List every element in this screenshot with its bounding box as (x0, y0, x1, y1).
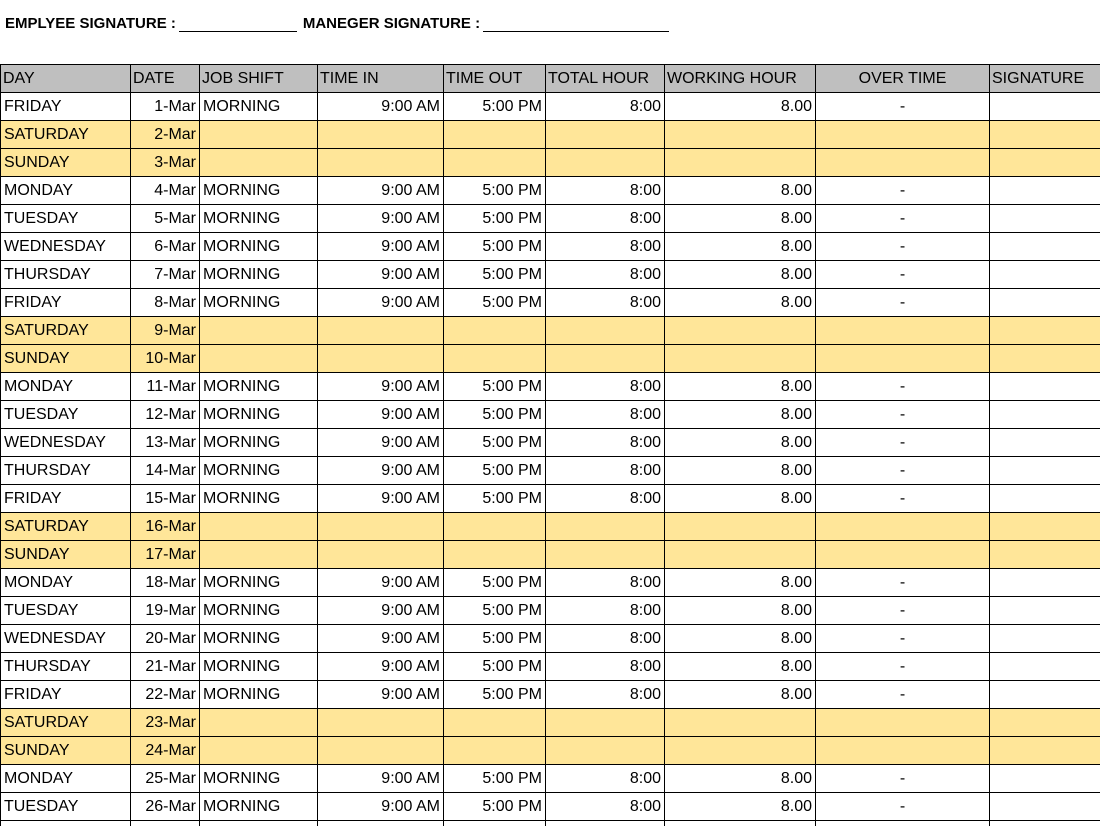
cell-total-hour[interactable]: 8:00 (546, 93, 665, 121)
cell-time-in[interactable]: 9:00 AM (318, 485, 444, 513)
cell-over-time[interactable]: - (816, 625, 990, 653)
cell-day[interactable]: WEDNESDAY (1, 233, 131, 261)
table-row (1, 709, 1100, 737)
cell-day[interactable]: WEDNESDAY (1, 625, 131, 653)
cell-over-time[interactable] (816, 709, 990, 737)
cell-partial (318, 821, 444, 826)
header-row (1, 65, 1100, 93)
cell-total-hour[interactable]: 8:00 (546, 457, 665, 485)
cell-time-out[interactable] (444, 317, 546, 345)
cell-job-shift[interactable] (200, 541, 318, 569)
cell-date[interactable]: 22-Mar (131, 681, 200, 709)
cell-over-time[interactable] (816, 541, 990, 569)
cell-time-out[interactable]: 5:00 PM (444, 457, 546, 485)
cell-date[interactable]: 6-Mar (131, 233, 200, 261)
cell-over-time[interactable]: - (816, 681, 990, 709)
cell-working-hour[interactable] (665, 121, 816, 149)
cell-working-hour[interactable]: 8.00 (665, 429, 816, 457)
cell-time-in[interactable]: 9:00 AM (318, 765, 444, 793)
cell-date[interactable]: 20-Mar (131, 625, 200, 653)
cell-day[interactable]: FRIDAY (1, 93, 131, 121)
cell-over-time[interactable]: - (816, 793, 990, 821)
cell-job-shift[interactable]: MORNING (200, 457, 318, 485)
timesheet-body (1, 93, 1100, 826)
cell-working-hour[interactable] (665, 149, 816, 177)
cell-time-in[interactable]: 9:00 AM (318, 793, 444, 821)
cell-job-shift[interactable]: MORNING (200, 793, 318, 821)
cell-time-in[interactable]: 9:00 AM (318, 261, 444, 289)
cell-total-hour[interactable]: 8:00 (546, 401, 665, 429)
cell-signature[interactable] (990, 765, 1100, 793)
cell-signature[interactable] (990, 401, 1100, 429)
cell-total-hour[interactable] (546, 317, 665, 345)
cell-working-hour[interactable]: 8.00 (665, 597, 816, 625)
manager-signature-label: MANEGER SIGNATURE : (302, 14, 481, 32)
column-header-day[interactable]: DAY (1, 65, 131, 93)
column-header-total-hour[interactable]: TOTAL HOUR (546, 65, 665, 93)
cell-total-hour[interactable] (546, 149, 665, 177)
cell-time-in[interactable]: 9:00 AM (318, 93, 444, 121)
cell-working-hour[interactable]: 8.00 (665, 485, 816, 513)
column-header-over-time[interactable]: OVER TIME (816, 65, 990, 93)
cell-time-out[interactable]: 5:00 PM (444, 373, 546, 401)
cell-signature[interactable] (990, 737, 1100, 765)
cell-signature[interactable] (990, 261, 1100, 289)
cell-day[interactable]: SATURDAY (1, 317, 131, 345)
cell-working-hour[interactable]: 8.00 (665, 765, 816, 793)
cell-over-time[interactable]: - (816, 93, 990, 121)
cell-day[interactable]: SUNDAY (1, 149, 131, 177)
cell-time-in[interactable]: 9:00 AM (318, 429, 444, 457)
cell-working-hour[interactable] (665, 513, 816, 541)
cell-total-hour[interactable] (546, 345, 665, 373)
cell-total-hour[interactable] (546, 737, 665, 765)
cell-time-out[interactable] (444, 709, 546, 737)
table-row (1, 233, 1100, 261)
cell-day[interactable]: THURSDAY (1, 261, 131, 289)
signature-bar (5, 12, 669, 34)
cell-job-shift[interactable]: MORNING (200, 401, 318, 429)
cell-total-hour[interactable]: 8:00 (546, 429, 665, 457)
column-header-date[interactable]: DATE (131, 65, 200, 93)
cell-working-hour[interactable]: 8.00 (665, 569, 816, 597)
cell-job-shift[interactable] (200, 513, 318, 541)
table-row (1, 149, 1100, 177)
cell-over-time[interactable]: - (816, 429, 990, 457)
cell-time-out[interactable]: 5:00 PM (444, 625, 546, 653)
cell-day[interactable]: SATURDAY (1, 513, 131, 541)
cell-over-time[interactable] (816, 513, 990, 541)
cell-job-shift[interactable]: MORNING (200, 233, 318, 261)
cell-partial (1, 821, 131, 826)
cell-time-out[interactable]: 5:00 PM (444, 401, 546, 429)
cell-working-hour[interactable] (665, 709, 816, 737)
cell-time-in[interactable]: 9:00 AM (318, 177, 444, 205)
table-row (1, 317, 1100, 345)
cell-date[interactable]: 15-Mar (131, 485, 200, 513)
cell-time-in[interactable]: 9:00 AM (318, 233, 444, 261)
cell-day[interactable]: TUESDAY (1, 401, 131, 429)
cell-signature[interactable] (990, 513, 1100, 541)
table-row (1, 93, 1100, 121)
table-row (1, 373, 1100, 401)
cell-job-shift[interactable] (200, 709, 318, 737)
cell-partial (665, 821, 816, 826)
cell-time-in[interactable] (318, 121, 444, 149)
cell-over-time[interactable] (816, 737, 990, 765)
cell-total-hour[interactable]: 8:00 (546, 653, 665, 681)
table-row (1, 541, 1100, 569)
cell-date[interactable]: 8-Mar (131, 289, 200, 317)
cell-job-shift[interactable]: MORNING (200, 205, 318, 233)
cell-signature[interactable] (990, 429, 1100, 457)
cell-signature[interactable] (990, 345, 1100, 373)
cell-signature[interactable] (990, 233, 1100, 261)
cell-time-out[interactable] (444, 149, 546, 177)
table-row (1, 401, 1100, 429)
cell-time-in[interactable] (318, 709, 444, 737)
cell-total-hour[interactable]: 8:00 (546, 261, 665, 289)
table-row (1, 429, 1100, 457)
cell-signature[interactable] (990, 625, 1100, 653)
cell-total-hour[interactable]: 8:00 (546, 765, 665, 793)
cell-job-shift[interactable]: MORNING (200, 597, 318, 625)
cell-working-hour[interactable]: 8.00 (665, 457, 816, 485)
cell-over-time[interactable]: - (816, 233, 990, 261)
cell-time-out[interactable]: 5:00 PM (444, 653, 546, 681)
cell-signature[interactable] (990, 121, 1100, 149)
cell-time-out[interactable]: 5:00 PM (444, 569, 546, 597)
column-header-time-out[interactable]: TIME OUT (444, 65, 546, 93)
cell-date[interactable]: 18-Mar (131, 569, 200, 597)
cell-signature[interactable] (990, 289, 1100, 317)
cell-time-in[interactable]: 9:00 AM (318, 205, 444, 233)
cell-date[interactable]: 12-Mar (131, 401, 200, 429)
cell-time-out[interactable]: 5:00 PM (444, 93, 546, 121)
cell-partial (444, 821, 546, 826)
table-row (1, 457, 1100, 485)
cell-day[interactable]: TUESDAY (1, 597, 131, 625)
cell-working-hour[interactable]: 8.00 (665, 625, 816, 653)
cell-date[interactable]: 2-Mar (131, 121, 200, 149)
cell-signature[interactable] (990, 177, 1100, 205)
cell-signature[interactable] (990, 485, 1100, 513)
cell-signature[interactable] (990, 205, 1100, 233)
table-row-partial (1, 821, 1100, 826)
column-header-time-in[interactable]: TIME IN (318, 65, 444, 93)
cell-over-time[interactable]: - (816, 373, 990, 401)
cell-total-hour[interactable]: 8:00 (546, 793, 665, 821)
cell-working-hour[interactable]: 8.00 (665, 233, 816, 261)
cell-over-time[interactable] (816, 121, 990, 149)
cell-signature[interactable] (990, 681, 1100, 709)
cell-working-hour[interactable]: 8.00 (665, 401, 816, 429)
table-row (1, 653, 1100, 681)
cell-date[interactable]: 17-Mar (131, 541, 200, 569)
cell-time-out[interactable]: 5:00 PM (444, 765, 546, 793)
table-row (1, 765, 1100, 793)
table-row (1, 569, 1100, 597)
cell-total-hour[interactable]: 8:00 (546, 289, 665, 317)
cell-job-shift[interactable]: MORNING (200, 429, 318, 457)
cell-time-out[interactable]: 5:00 PM (444, 485, 546, 513)
cell-working-hour[interactable]: 8.00 (665, 289, 816, 317)
cell-time-in[interactable] (318, 345, 444, 373)
table-row (1, 289, 1100, 317)
cell-partial (200, 821, 318, 826)
column-header-job-shift[interactable]: JOB SHIFT (200, 65, 318, 93)
cell-signature[interactable] (990, 597, 1100, 625)
table-row (1, 625, 1100, 653)
table-row (1, 793, 1100, 821)
cell-time-out[interactable]: 5:00 PM (444, 205, 546, 233)
cell-total-hour[interactable]: 8:00 (546, 177, 665, 205)
cell-date[interactable]: 5-Mar (131, 205, 200, 233)
cell-partial (546, 821, 665, 826)
cell-job-shift[interactable] (200, 737, 318, 765)
cell-date[interactable]: 3-Mar (131, 149, 200, 177)
cell-over-time[interactable]: - (816, 765, 990, 793)
cell-date[interactable]: 24-Mar (131, 737, 200, 765)
cell-over-time[interactable] (816, 149, 990, 177)
cell-over-time[interactable]: - (816, 289, 990, 317)
cell-day[interactable]: THURSDAY (1, 457, 131, 485)
cell-time-in[interactable]: 9:00 AM (318, 373, 444, 401)
cell-over-time[interactable]: - (816, 205, 990, 233)
cell-job-shift[interactable]: MORNING (200, 289, 318, 317)
cell-total-hour[interactable] (546, 709, 665, 737)
cell-working-hour[interactable]: 8.00 (665, 681, 816, 709)
cell-over-time[interactable]: - (816, 569, 990, 597)
cell-date[interactable]: 19-Mar (131, 597, 200, 625)
cell-signature[interactable] (990, 457, 1100, 485)
cell-time-in[interactable]: 9:00 AM (318, 681, 444, 709)
cell-working-hour[interactable]: 8.00 (665, 177, 816, 205)
cell-day[interactable]: FRIDAY (1, 681, 131, 709)
cell-time-out[interactable]: 5:00 PM (444, 681, 546, 709)
cell-job-shift[interactable]: MORNING (200, 373, 318, 401)
cell-date[interactable]: 11-Mar (131, 373, 200, 401)
cell-total-hour[interactable]: 8:00 (546, 569, 665, 597)
cell-total-hour[interactable] (546, 513, 665, 541)
cell-day[interactable]: TUESDAY (1, 793, 131, 821)
cell-partial (990, 821, 1100, 826)
cell-signature[interactable] (990, 793, 1100, 821)
cell-time-out[interactable]: 5:00 PM (444, 177, 546, 205)
cell-job-shift[interactable]: MORNING (200, 93, 318, 121)
cell-time-out[interactable]: 5:00 PM (444, 261, 546, 289)
cell-job-shift[interactable] (200, 317, 318, 345)
cell-working-hour[interactable] (665, 317, 816, 345)
cell-day[interactable]: WEDNESDAY (1, 429, 131, 457)
cell-job-shift[interactable]: MORNING (200, 681, 318, 709)
cell-time-out[interactable] (444, 345, 546, 373)
cell-time-in[interactable] (318, 149, 444, 177)
cell-time-in[interactable]: 9:00 AM (318, 597, 444, 625)
cell-time-in[interactable]: 9:00 AM (318, 289, 444, 317)
cell-job-shift[interactable] (200, 149, 318, 177)
cell-day[interactable]: SATURDAY (1, 121, 131, 149)
cell-total-hour[interactable]: 8:00 (546, 597, 665, 625)
cell-time-in[interactable] (318, 737, 444, 765)
cell-time-out[interactable]: 5:00 PM (444, 233, 546, 261)
employee-signature-line[interactable] (179, 15, 297, 32)
cell-job-shift[interactable]: MORNING (200, 653, 318, 681)
table-row (1, 513, 1100, 541)
timesheet-table (0, 64, 1100, 826)
cell-time-in[interactable] (318, 513, 444, 541)
cell-total-hour[interactable]: 8:00 (546, 485, 665, 513)
cell-date[interactable]: 14-Mar (131, 457, 200, 485)
cell-time-out[interactable] (444, 513, 546, 541)
cell-day[interactable]: SATURDAY (1, 709, 131, 737)
cell-total-hour[interactable]: 8:00 (546, 373, 665, 401)
cell-working-hour[interactable]: 8.00 (665, 653, 816, 681)
cell-job-shift[interactable]: MORNING (200, 765, 318, 793)
cell-signature[interactable] (990, 653, 1100, 681)
cell-total-hour[interactable]: 8:00 (546, 205, 665, 233)
cell-day[interactable]: MONDAY (1, 569, 131, 597)
cell-over-time[interactable] (816, 345, 990, 373)
cell-time-out[interactable]: 5:00 PM (444, 793, 546, 821)
cell-time-in[interactable]: 9:00 AM (318, 401, 444, 429)
cell-signature[interactable] (990, 541, 1100, 569)
cell-time-in[interactable] (318, 317, 444, 345)
cell-working-hour[interactable] (665, 541, 816, 569)
cell-date[interactable]: 7-Mar (131, 261, 200, 289)
cell-working-hour[interactable]: 8.00 (665, 373, 816, 401)
cell-signature[interactable] (990, 317, 1100, 345)
cell-total-hour[interactable]: 8:00 (546, 625, 665, 653)
column-header-signature[interactable]: SIGNATURE (990, 65, 1100, 93)
cell-over-time[interactable]: - (816, 261, 990, 289)
cell-job-shift[interactable] (200, 121, 318, 149)
table-row (1, 681, 1100, 709)
cell-working-hour[interactable]: 8.00 (665, 205, 816, 233)
cell-total-hour[interactable] (546, 541, 665, 569)
cell-over-time[interactable]: - (816, 177, 990, 205)
cell-over-time[interactable]: - (816, 485, 990, 513)
cell-day[interactable]: TUESDAY (1, 205, 131, 233)
cell-date[interactable]: 13-Mar (131, 429, 200, 457)
cell-date[interactable]: 1-Mar (131, 93, 200, 121)
cell-signature[interactable] (990, 149, 1100, 177)
cell-time-out[interactable] (444, 737, 546, 765)
column-header-working-hour[interactable]: WORKING HOUR (665, 65, 816, 93)
cell-time-out[interactable] (444, 541, 546, 569)
table-row (1, 121, 1100, 149)
cell-working-hour[interactable] (665, 345, 816, 373)
cell-date[interactable]: 26-Mar (131, 793, 200, 821)
cell-signature[interactable] (990, 569, 1100, 597)
cell-time-out[interactable]: 5:00 PM (444, 429, 546, 457)
table-row (1, 345, 1100, 373)
cell-date[interactable]: 16-Mar (131, 513, 200, 541)
table-row (1, 177, 1100, 205)
cell-day[interactable]: SUNDAY (1, 737, 131, 765)
cell-job-shift[interactable]: MORNING (200, 485, 318, 513)
employee-signature-label: EMPLYEE SIGNATURE : (5, 14, 176, 32)
cell-time-out[interactable]: 5:00 PM (444, 597, 546, 625)
cell-partial (131, 821, 200, 826)
cell-total-hour[interactable]: 8:00 (546, 681, 665, 709)
cell-job-shift[interactable]: MORNING (200, 569, 318, 597)
cell-time-out[interactable] (444, 121, 546, 149)
cell-day[interactable]: MONDAY (1, 765, 131, 793)
cell-signature[interactable] (990, 373, 1100, 401)
table-row (1, 261, 1100, 289)
cell-date[interactable]: 10-Mar (131, 345, 200, 373)
cell-total-hour[interactable] (546, 121, 665, 149)
cell-date[interactable]: 9-Mar (131, 317, 200, 345)
cell-day[interactable]: THURSDAY (1, 653, 131, 681)
cell-over-time[interactable]: - (816, 653, 990, 681)
cell-time-in[interactable]: 9:00 AM (318, 457, 444, 485)
cell-job-shift[interactable]: MORNING (200, 261, 318, 289)
cell-over-time[interactable]: - (816, 597, 990, 625)
cell-signature[interactable] (990, 709, 1100, 737)
cell-day[interactable]: FRIDAY (1, 485, 131, 513)
cell-working-hour[interactable]: 8.00 (665, 93, 816, 121)
cell-day[interactable]: SUNDAY (1, 345, 131, 373)
cell-working-hour[interactable]: 8.00 (665, 793, 816, 821)
table-row (1, 205, 1100, 233)
cell-signature[interactable] (990, 93, 1100, 121)
cell-date[interactable]: 25-Mar (131, 765, 200, 793)
table-row (1, 485, 1100, 513)
cell-time-in[interactable]: 9:00 AM (318, 569, 444, 597)
cell-time-out[interactable]: 5:00 PM (444, 289, 546, 317)
cell-date[interactable]: 4-Mar (131, 177, 200, 205)
cell-day[interactable]: MONDAY (1, 373, 131, 401)
cell-over-time[interactable]: - (816, 457, 990, 485)
table-row (1, 597, 1100, 625)
cell-working-hour[interactable]: 8.00 (665, 261, 816, 289)
cell-job-shift[interactable]: MORNING (200, 625, 318, 653)
cell-day[interactable]: MONDAY (1, 177, 131, 205)
cell-working-hour[interactable] (665, 737, 816, 765)
cell-over-time[interactable]: - (816, 401, 990, 429)
cell-date[interactable]: 23-Mar (131, 709, 200, 737)
cell-time-in[interactable]: 9:00 AM (318, 625, 444, 653)
cell-total-hour[interactable]: 8:00 (546, 233, 665, 261)
cell-job-shift[interactable] (200, 345, 318, 373)
table-row (1, 737, 1100, 765)
cell-over-time[interactable] (816, 317, 990, 345)
cell-partial (816, 821, 990, 826)
cell-day[interactable]: SUNDAY (1, 541, 131, 569)
cell-job-shift[interactable]: MORNING (200, 177, 318, 205)
manager-signature-line[interactable] (483, 15, 669, 32)
cell-time-in[interactable] (318, 541, 444, 569)
cell-time-in[interactable]: 9:00 AM (318, 653, 444, 681)
cell-day[interactable]: FRIDAY (1, 289, 131, 317)
cell-date[interactable]: 21-Mar (131, 653, 200, 681)
